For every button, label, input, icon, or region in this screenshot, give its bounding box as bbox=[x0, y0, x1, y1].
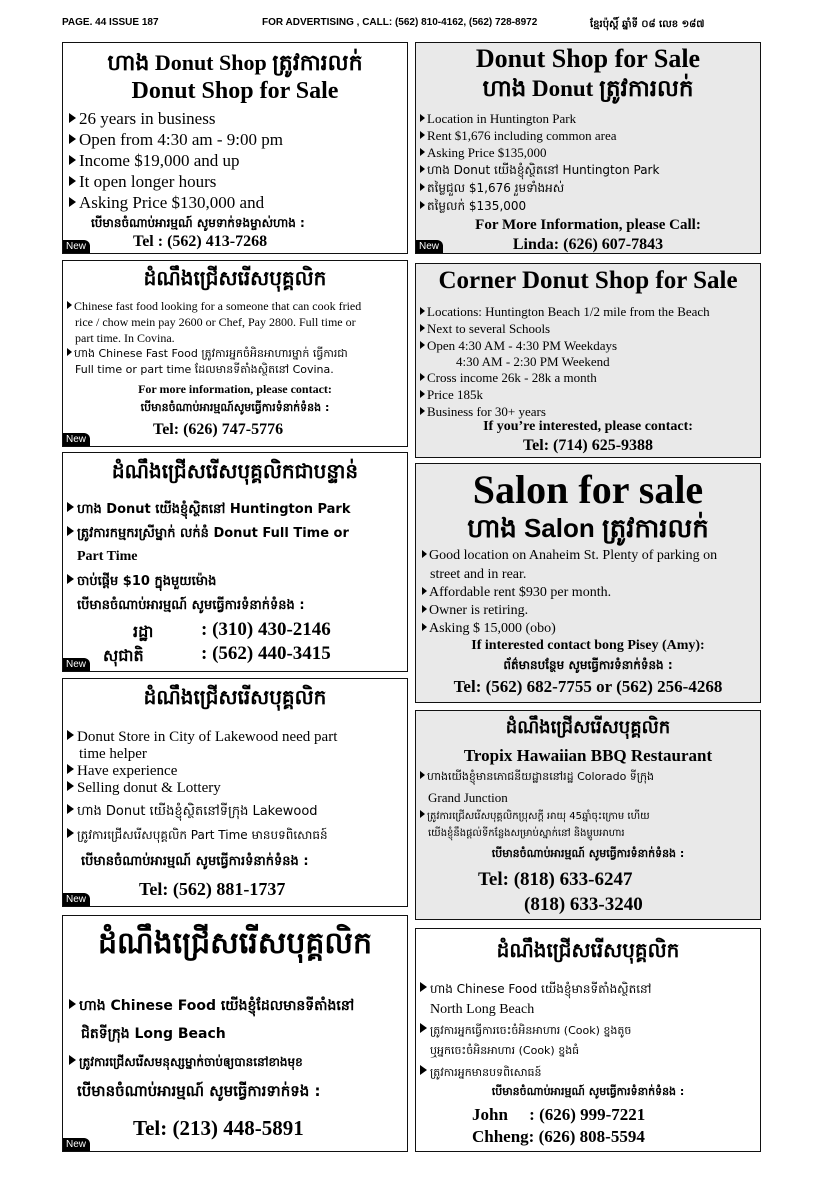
phone-number: Tel: (818) 633-6247 bbox=[478, 869, 633, 890]
ad-title: ដំណឹងជ្រើសរើសបុគ្គលិកជាបន្ទាន់ bbox=[111, 459, 359, 483]
list-item: It open longer hours bbox=[69, 172, 216, 192]
contact-khmer: បើមានចំណាប់អារម្មណ៍សូមធ្វើការទំនាក់ទំនង : bbox=[140, 401, 330, 414]
list-item-text: part time. In Covina. bbox=[75, 331, 175, 345]
bullet-icon bbox=[420, 201, 425, 209]
list-item: ត្រូវការជ្រើសរើសបុគ្គលិកប្រុសក្ដី អាយុ 45ឆ្នាំចុះក្រោម ហើយ bbox=[420, 809, 650, 824]
list-item: Asking Price $135,000 bbox=[420, 145, 547, 161]
contact-name: If interested contact bong Pisey (Amy): bbox=[471, 638, 705, 653]
phone-number: Tel: (714) 625-9388 bbox=[522, 437, 654, 454]
list-item: Cross income 26k - 28k a month bbox=[420, 370, 597, 386]
list-item: Asking Price $130,000 and bbox=[69, 193, 264, 213]
list-item: ហាង Chinese Food យើងខ្ញុំមានទីតាំងស្ថិតនៅ bbox=[420, 981, 651, 999]
list-item: ហាង Donut យើងខ្ញុំស្ថិតនៅ Huntington Park bbox=[420, 162, 659, 180]
list-item-text: North Long Beach bbox=[430, 1002, 535, 1017]
bullet-icon bbox=[420, 771, 425, 779]
ad-chinese-fast-food-covina bbox=[62, 260, 408, 447]
list-item: Location in Huntington Park bbox=[420, 111, 576, 127]
list-item: តម្លៃជួល $1,676 រួមទាំងអស់ bbox=[420, 180, 564, 198]
bullet-icon bbox=[69, 176, 76, 186]
ad-urgent-hiring-donut bbox=[62, 452, 408, 672]
phone-number: Tel: (562) 682-7755 or (562) 256-4268 bbox=[453, 677, 723, 696]
new-badge: New bbox=[63, 893, 90, 906]
ad-chinese-food-long-beach bbox=[62, 915, 408, 1152]
new-badge: New bbox=[63, 433, 90, 446]
contact-khmer: បើមានចំណាប់អារម្មណ៍ សូមធ្វើការទំនាក់ទំនង : bbox=[77, 598, 305, 613]
list-item-text: time helper bbox=[79, 746, 147, 762]
bullet-icon bbox=[67, 730, 74, 740]
list-item: ហាង Donut យើងខ្ញុំស្ថិតនៅ Huntington Park bbox=[67, 501, 350, 520]
phone-number: Tel: (626) 747-5776 bbox=[153, 421, 284, 438]
more-info: For More Information, please Call: bbox=[475, 217, 701, 233]
phone-number: : (310) 430-2146 bbox=[201, 619, 331, 640]
list-item: ហាង Donut យើងខ្ញុំស្ថិតនៅទីក្រុង Lakewood bbox=[67, 803, 318, 822]
list-item: Next to several Schools bbox=[420, 321, 550, 337]
restaurant-name: Tropix Hawaiian BBQ Restaurant bbox=[463, 746, 713, 765]
contact-khmer: ព័ត៌មានបន្ថែម សូមធ្វើការទំនាក់ទំនង : bbox=[503, 658, 673, 672]
bullet-icon bbox=[422, 550, 427, 558]
phone-number: Tel: (562) 881-1737 bbox=[139, 879, 286, 899]
list-item: ត្រូវការជ្រើសរើសបុគ្គលិក Part Time មានបទពិសោធន៍ bbox=[67, 827, 328, 845]
list-item: Chinese fast food looking for a someone that can cook fried bbox=[67, 299, 361, 314]
list-item: Price 185k bbox=[420, 387, 483, 403]
ad-corner-donut-shop bbox=[415, 263, 761, 458]
bullet-icon bbox=[420, 982, 427, 992]
phone-number: Chheng: (626) 808-5594 bbox=[472, 1127, 645, 1146]
contact-khmer: បើមានចំណាប់អារម្មណ៍ សូមធ្វើការទាក់ទង : bbox=[77, 1082, 321, 1100]
list-item: Rent $1,676 including common area bbox=[420, 128, 617, 144]
list-item: Good location on Anaheim St. Plenty of parking on bbox=[422, 548, 717, 564]
ad-title: ដំណឹងជ្រើសរើសបុគ្គលិក bbox=[97, 926, 373, 961]
ad-title: ដំណឹងជ្រើសរើសបុគ្គលិក bbox=[143, 266, 327, 290]
list-item-text: ជិតទីក្រុង Long Beach bbox=[81, 1026, 226, 1042]
list-item-text: យើងខ្ញុំនឹងផ្ដល់ទីកន្លែងសម្រាប់ស្នាក់នៅ និងម្ហូបអាហារ bbox=[428, 828, 625, 839]
bullet-icon bbox=[422, 623, 427, 631]
ad-title: ដំណឹងជ្រើសរើសបុគ្គលិក bbox=[505, 717, 671, 738]
contact-khmer: បើមានចំណាប់អារម្មណ៍ សូមធ្វើការទំនាក់ទំនង : bbox=[491, 847, 685, 860]
list-item: ត្រូវការកម្មករស្រីម្នាក់ លក់នំ Donut Full Time or bbox=[67, 525, 349, 544]
ad-title: ហាង Donut Shop ត្រូវការលក់ bbox=[107, 50, 363, 75]
more-info: If you’re interested, please contact: bbox=[483, 419, 693, 434]
bullet-icon bbox=[69, 113, 76, 123]
page-header bbox=[62, 17, 762, 33]
list-item: 26 years in business bbox=[69, 109, 215, 129]
contact-khmer: បើមានចំណាប់អារម្មណ៍ សូមធ្វើការទំនាក់ទំនង : bbox=[81, 854, 309, 869]
list-item: Donut Store in City of Lakewood need part bbox=[67, 729, 337, 746]
ad-title: ហាង Salon ត្រូវការលក់ bbox=[467, 513, 709, 543]
list-item: ចាប់ផ្ដើម $10 ក្នុងមួយម៉ោង bbox=[67, 573, 216, 592]
bullet-icon bbox=[420, 307, 425, 315]
bullet-icon bbox=[422, 605, 427, 613]
bullet-icon bbox=[420, 131, 425, 139]
bullet-icon bbox=[420, 114, 425, 122]
ad-donut-shop-huntington-park bbox=[415, 42, 761, 254]
list-item: ត្រូវការជ្រើសរើសមនុស្សម្នាក់ចាប់ឲ្យបាននៅខាងមុខ bbox=[69, 1054, 303, 1072]
ad-title: ហាង Donut ត្រូវការលក់ bbox=[482, 76, 694, 101]
phone-number: Linda: (626) 607-7843 bbox=[512, 236, 664, 253]
list-item: Selling donut & Lottery bbox=[67, 780, 221, 797]
bullet-icon bbox=[420, 810, 425, 818]
bullet-icon bbox=[420, 1065, 427, 1075]
list-item: Open from 4:30 am - 9:00 pm bbox=[69, 130, 283, 150]
bullet-icon bbox=[69, 155, 76, 165]
list-item: ត្រូវការអ្នកមានបទពិសោធន៍ bbox=[420, 1065, 542, 1082]
bullet-icon bbox=[67, 781, 74, 791]
phone-number: : (562) 440-3415 bbox=[201, 643, 331, 664]
new-badge: New bbox=[63, 240, 90, 253]
list-item: Owner is retiring. bbox=[422, 603, 528, 619]
list-item: Business for 30+ years bbox=[420, 404, 546, 420]
bullet-icon bbox=[420, 373, 425, 381]
phone-number: (818) 633-3240 bbox=[524, 894, 643, 915]
bullet-icon bbox=[67, 526, 74, 536]
ad-title: Donut Shop for Sale bbox=[475, 44, 701, 73]
bullet-icon bbox=[67, 828, 74, 838]
list-item-text: Part Time bbox=[77, 549, 138, 564]
list-item: តម្លៃលក់ $135,000 bbox=[420, 198, 526, 216]
new-badge: New bbox=[416, 240, 443, 253]
bullet-icon bbox=[420, 183, 425, 191]
phone-number: John : (626) 999-7221 bbox=[472, 1105, 646, 1124]
list-item-text: Full time or part time ដែលមានទីតាំងស្ថិតនៅ Covina. bbox=[75, 363, 334, 376]
list-item: ហាងយើងខ្ញុំមានភោជនីយដ្ឋាននៅរដ្ឋ Colorado ទីក្រុង bbox=[420, 770, 654, 786]
bullet-icon bbox=[67, 804, 74, 814]
bullet-icon bbox=[67, 502, 74, 512]
ad-salon-for-sale bbox=[415, 463, 761, 703]
more-info: For more information, please contact: bbox=[138, 382, 332, 396]
list-item: Income $19,000 and up bbox=[69, 151, 240, 171]
list-item: Locations: Huntington Beach 1/2 mile from the Beach bbox=[420, 304, 710, 320]
bullet-icon bbox=[69, 134, 76, 144]
khmer-issue: ខ្មែរប៉ុស្ដិ៍ ឆ្នាំទី ០៨ លេខ ១៨៧ bbox=[590, 19, 705, 30]
bullet-icon bbox=[420, 148, 425, 156]
bullet-icon bbox=[67, 764, 74, 774]
ad-title: ដំណឹងជ្រើសរើសបុគ្គលិក bbox=[496, 938, 680, 962]
phone-number: Tel : (562) 413-7268 bbox=[133, 233, 268, 250]
bullet-icon bbox=[422, 587, 427, 595]
ad-title: ដំណឹងជ្រើសរើសបុគ្គលិក bbox=[143, 685, 327, 709]
bullet-icon bbox=[67, 348, 72, 356]
phone-number: Tel: (213) 448-5891 bbox=[133, 1116, 304, 1140]
bullet-icon bbox=[420, 407, 425, 415]
bullet-icon bbox=[69, 999, 76, 1009]
list-item: Open 4:30 AM - 4:30 PM Weekdays bbox=[420, 338, 617, 354]
list-item: Have experience bbox=[67, 763, 177, 780]
ad-title: Salon for sale bbox=[472, 467, 704, 512]
ad-title: Donut Shop for Sale bbox=[131, 78, 339, 104]
new-badge: New bbox=[63, 1138, 90, 1151]
list-item: ហាង Chinese Food យើងខ្ញុំដែលមានទីតាំងនៅ bbox=[69, 996, 354, 1017]
contact-khmer: បើមានចំណាប់អារម្មណ៍ សូមធ្វើការទំនាក់ទំនង : bbox=[491, 1085, 685, 1098]
bullet-icon bbox=[69, 1055, 76, 1065]
advertising-line: FOR ADVERTISING , CALL: (562) 810-4162, (562) 728-8972 bbox=[262, 17, 538, 28]
ad-donut-store-lakewood bbox=[62, 678, 408, 907]
bullet-icon bbox=[67, 574, 74, 584]
ad-tropix-hawaiian-bbq bbox=[415, 710, 761, 920]
bullet-icon bbox=[420, 1023, 427, 1033]
bullet-icon bbox=[420, 324, 425, 332]
list-item: ត្រូវការអ្នកធ្វើការចេះចំអិនអាហារ (Cook) ខ្នងតូច bbox=[420, 1023, 631, 1040]
page-issue: PAGE. 44 ISSUE 187 bbox=[62, 17, 159, 28]
list-item: Affordable rent $930 per month. bbox=[422, 585, 611, 601]
bullet-icon bbox=[67, 301, 72, 309]
bullet-icon bbox=[420, 390, 425, 398]
contact-name: សុជាតិ bbox=[103, 646, 144, 665]
list-item: ហាង Chinese Fast Food ត្រូវការអ្នកចំអិនអាហារម្នាក់ ធ្វើការជា bbox=[67, 347, 348, 363]
ad-chinese-food-north-long-beach bbox=[415, 928, 761, 1152]
bullet-icon bbox=[420, 165, 425, 173]
contact-khmer: បើមានចំណាប់អារម្មណ៍ សូមទាក់ទងម្ចាស់ហាង : bbox=[91, 216, 305, 230]
contact-name: រដ្ឋា bbox=[133, 622, 154, 641]
new-badge: New bbox=[63, 658, 90, 671]
list-item-text: Grand Junction bbox=[428, 790, 508, 805]
list-item-text: ឬអ្នកចេះចំអិនអាហារ (Cook) ខ្នងធំ bbox=[430, 1044, 580, 1057]
ad-title: Corner Donut Shop for Sale bbox=[438, 267, 738, 294]
list-item-text: rice / chow mein pay 2600 or Chef, Pay 2800. Full time or bbox=[75, 315, 356, 329]
bullet-icon bbox=[420, 341, 425, 349]
bullet-icon bbox=[69, 197, 76, 207]
list-item-text: street and in rear. bbox=[430, 567, 527, 582]
list-item-text: 4:30 AM - 2:30 PM Weekend bbox=[456, 354, 610, 369]
ad-donut-shop-sale bbox=[62, 42, 408, 254]
list-item: Asking $ 15,000 (obo) bbox=[422, 621, 556, 637]
